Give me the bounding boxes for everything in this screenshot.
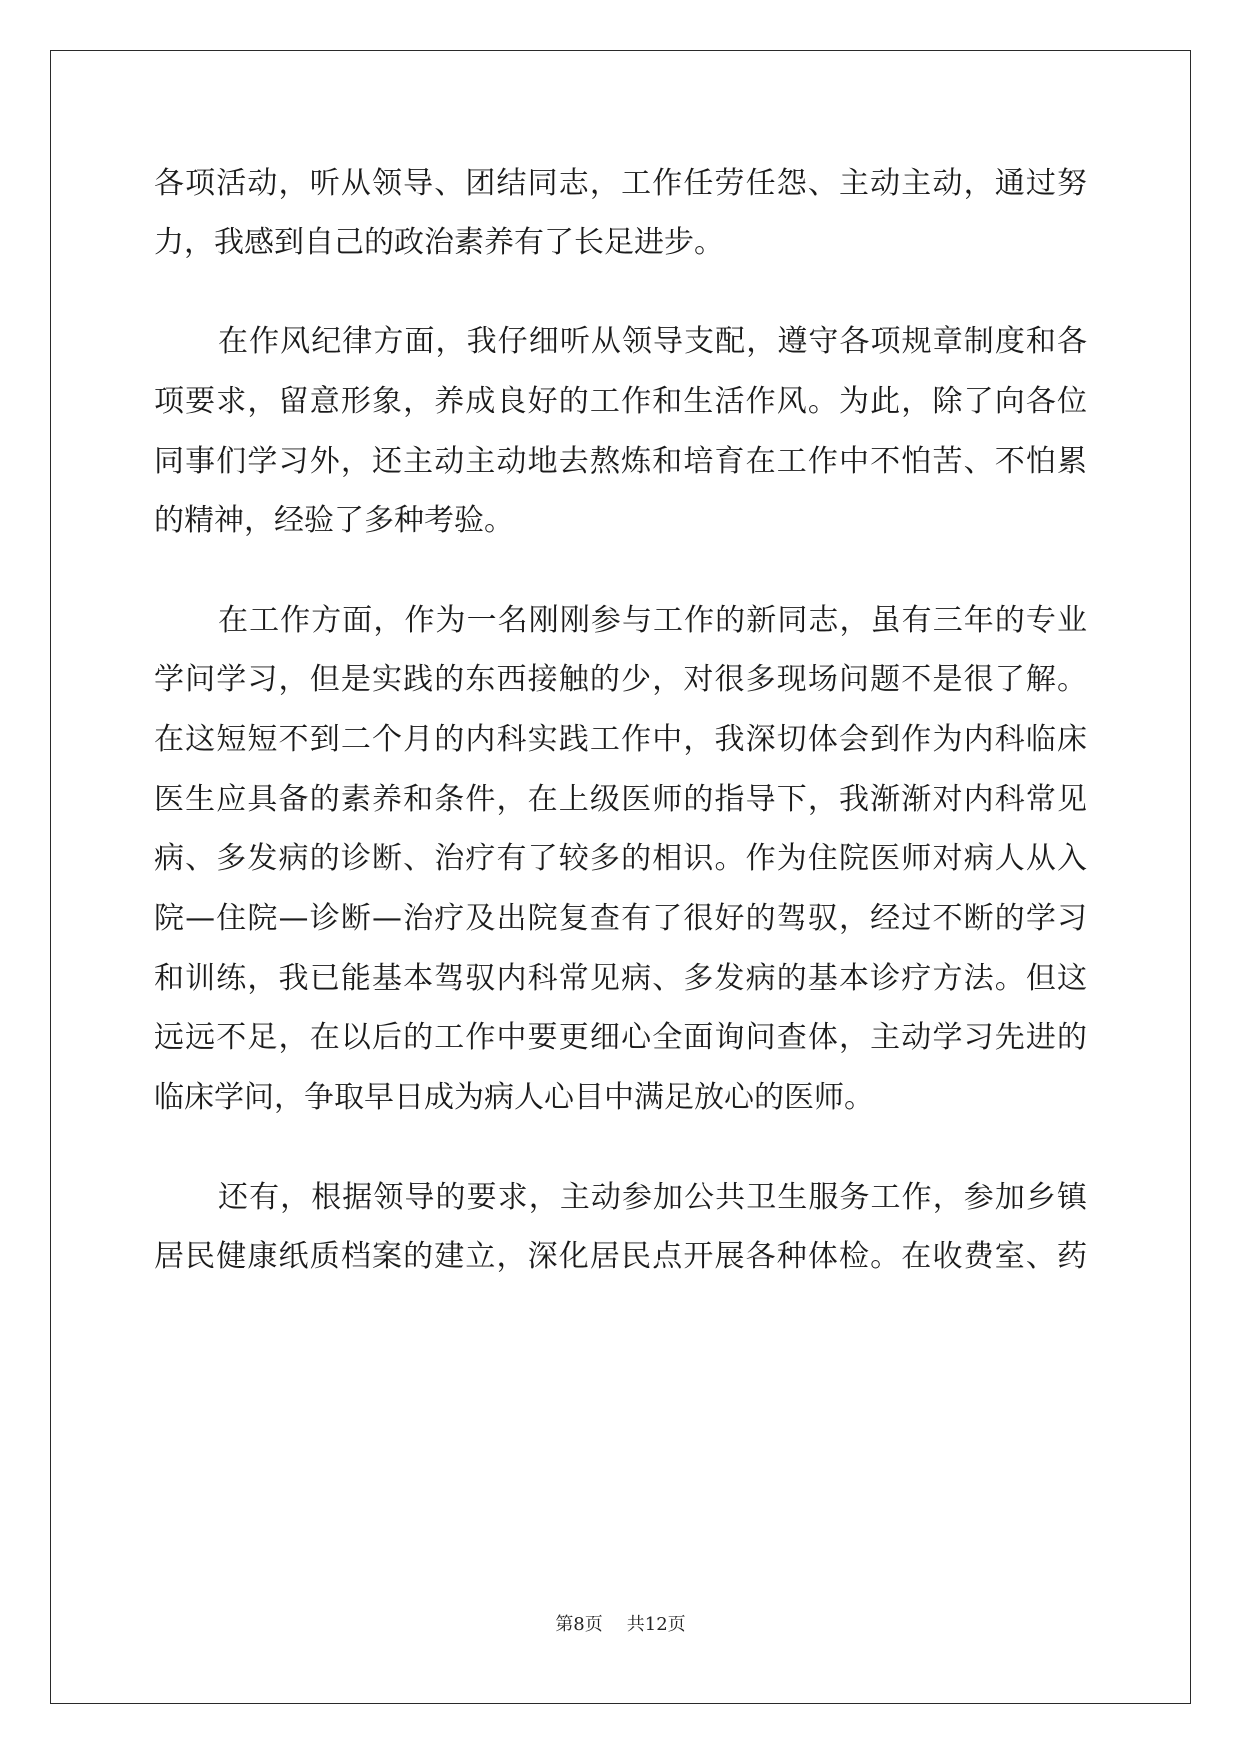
text-line: 院—住院—诊断—治疗及出院复查有了很好的驾驭，经过不断的学习 — [154, 901, 1087, 936]
page-number: 第8页 — [555, 1614, 603, 1635]
page-total: 共12页 — [626, 1614, 686, 1635]
paragraph-first-line: 在工作方面，作为一名刚刚参与工作的新同志，虽有三年的专业 — [218, 603, 1087, 638]
text-line: 的精神，经验了多种考验。 — [154, 503, 514, 538]
text-line: 各项活动，听从领导、团结同志，工作任劳任怨、主动主动，通过努 — [154, 166, 1087, 201]
text-line: 项要求，留意形象，养成良好的工作和生活作风。为此，除了向各位 — [154, 384, 1087, 419]
paragraph-first-line: 还有，根据领导的要求，主动参加公共卫生服务工作，参加乡镇 — [218, 1180, 1087, 1215]
text-line: 力，我感到自己的政治素养有了长足进步。 — [154, 225, 724, 260]
paragraph-first-line: 在作风纪律方面，我仔细听从领导支配，遵守各项规章制度和各 — [218, 324, 1087, 359]
text-line: 和训练，我已能基本驾驭内科常见病、多发病的基本诊疗方法。但这 — [154, 961, 1087, 996]
text-line: 病、多发病的诊断、治疗有了较多的相识。作为住院医师对病人从入 — [154, 841, 1087, 876]
page-footer — [0, 1613, 1241, 1637]
text-line: 远远不足，在以后的工作中要更细心全面询问查体，主动学习先进的 — [154, 1020, 1087, 1055]
text-line: 临床学问，争取早日成为病人心目中满足放心的医师。 — [154, 1080, 874, 1115]
text-line: 同事们学习外，还主动主动地去熬炼和培育在工作中不怕苦、不怕累 — [154, 444, 1087, 479]
text-line: 居民健康纸质档案的建立，深化居民点开展各种体检。在收费室、药 — [154, 1239, 1087, 1274]
text-line: 学问学习，但是实践的东西接触的少，对很多现场问题不是很了解。 — [154, 662, 1087, 697]
text-line: 医生应具备的素养和条件，在上级医师的指导下，我渐渐对内科常见 — [154, 782, 1087, 817]
text-line: 在这短短不到二个月的内科实践工作中，我深切体会到作为内科临床 — [154, 722, 1087, 757]
